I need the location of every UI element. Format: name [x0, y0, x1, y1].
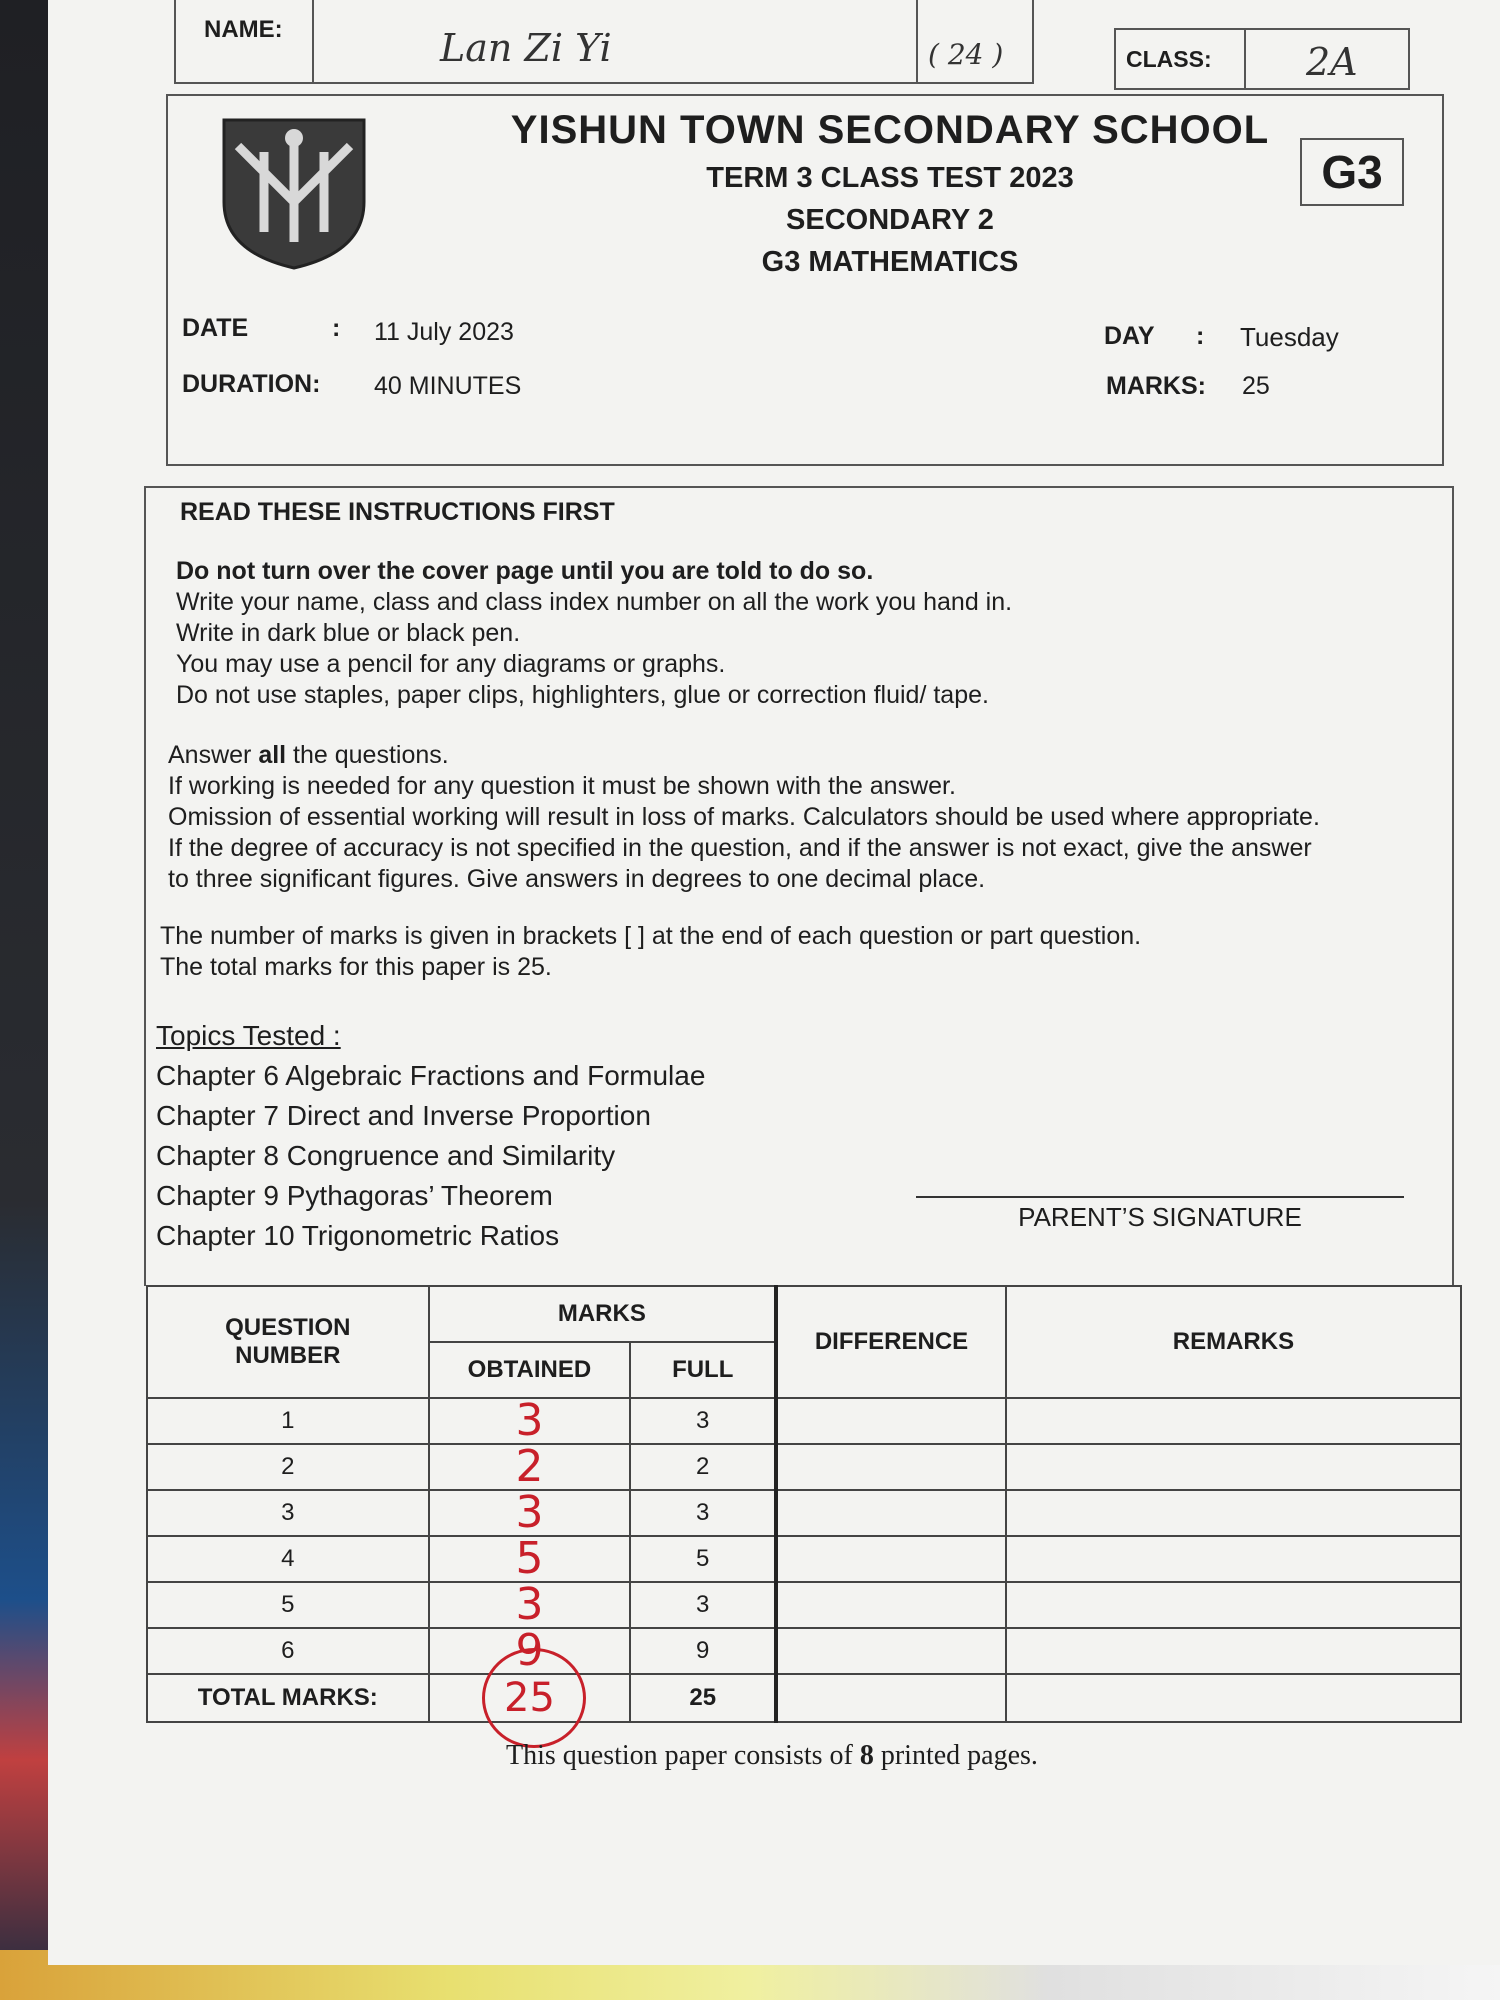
signature-label: PARENT’S SIGNATURE [1018, 1202, 1302, 1232]
instruction-line: Omission of essential working will result in loss of marks. Calculators should be used where appropriate. [168, 803, 1320, 831]
day-label: DAY [1104, 322, 1155, 350]
full-mark: 9 [630, 1628, 776, 1674]
instruction-line: If working is needed for any question it must be shown with the answer. [168, 772, 956, 800]
difference-cell [776, 1444, 1006, 1490]
stream-badge: G3 [1300, 138, 1404, 206]
difference-cell [776, 1398, 1006, 1444]
table-row [147, 1628, 1461, 1674]
header-marks: MARKS [429, 1286, 777, 1342]
table-row [147, 1490, 1461, 1536]
total-full: 25 [630, 1674, 776, 1722]
total-row [147, 1674, 1461, 1722]
full-mark: 3 [630, 1490, 776, 1536]
topic-item: Chapter 8 Congruence and Similarity [156, 1140, 616, 1171]
total-score-circle [482, 1648, 586, 1748]
signature-line [916, 1196, 1404, 1198]
school-name: YISHUN TOWN SECONDARY SCHOOL [510, 108, 1270, 152]
full-mark: 5 [630, 1536, 776, 1582]
date-value: 11 July 2023 [374, 318, 514, 346]
topic-item: Chapter 9 Pythagoras’ Theorem [156, 1180, 553, 1211]
question-number: 2 [147, 1444, 429, 1490]
question-number: 3 [147, 1490, 429, 1536]
name-label: NAME: [204, 16, 283, 43]
remarks-cell [1006, 1628, 1461, 1674]
test-title: TERM 3 CLASS TEST 2023 [706, 162, 1074, 194]
table-row [147, 1582, 1461, 1628]
topic-item: Chapter 10 Trigonometric Ratios [156, 1220, 560, 1251]
header-remarks: REMARKS [1006, 1286, 1461, 1398]
page-count-note: This question paper consists of 8 printed pages. [506, 1740, 1038, 1771]
instruction-line: Write in dark blue or black pen. [176, 619, 521, 647]
class-value: 2A [1306, 40, 1358, 84]
full-mark: 3 [630, 1582, 776, 1628]
difference-cell [776, 1628, 1006, 1674]
header-difference: DIFFERENCE [776, 1286, 1006, 1398]
instructions-heading: READ THESE INSTRUCTIONS FIRST [180, 498, 615, 526]
topics-list [156, 1016, 705, 1256]
instructions-block-1 [176, 556, 1426, 711]
obtained-mark: 3 [429, 1582, 631, 1628]
marks-value: 25 [1242, 372, 1270, 400]
remarks-cell [1006, 1490, 1461, 1536]
obtained-mark: 3 [429, 1398, 631, 1444]
level-title: SECONDARY 2 [786, 204, 994, 236]
marks-table [146, 1285, 1462, 1723]
obtained-mark: 9 [429, 1628, 631, 1674]
school-crest-icon [218, 112, 370, 270]
day-separator: : [1196, 322, 1205, 350]
full-mark: 3 [630, 1398, 776, 1444]
remarks-cell [1006, 1582, 1461, 1628]
remarks-cell [1006, 1398, 1461, 1444]
duration-label: DURATION: [182, 370, 321, 398]
instruction-line: Do not use staples, paper clips, highlighters, glue or correction fluid/ tape. [176, 681, 989, 709]
topics-heading: Topics Tested : [156, 1020, 341, 1051]
remarks-cell [1006, 1536, 1461, 1582]
class-label: CLASS: [1126, 46, 1212, 72]
difference-cell [776, 1582, 1006, 1628]
header-full: FULL [630, 1342, 776, 1398]
instructions-block-3 [160, 921, 1450, 983]
obtained-mark: 5 [429, 1536, 631, 1582]
instruction-line: The total marks for this paper is 25. [160, 953, 552, 981]
table-row [147, 1444, 1461, 1490]
duration-value: 40 MINUTES [374, 372, 522, 400]
topic-item: Chapter 6 Algebraic Fractions and Formulae [156, 1060, 706, 1091]
date-separator: : [332, 314, 341, 342]
day-value: Tuesday [1240, 322, 1339, 352]
topic-item: Chapter 7 Direct and Inverse Proportion [156, 1100, 651, 1131]
table-row [147, 1536, 1461, 1582]
subject-title: G3 MATHEMATICS [761, 246, 1019, 278]
student-name: Lan Zi Yi [440, 26, 612, 70]
remarks-cell [1006, 1674, 1461, 1722]
instruction-line: Do not turn over the cover page until you are told to do so. [176, 557, 874, 585]
question-number: 5 [147, 1582, 429, 1628]
full-mark: 2 [630, 1444, 776, 1490]
header-question-number: QUESTION NUMBER [147, 1286, 429, 1398]
difference-cell [776, 1490, 1006, 1536]
instructions-block-2 [168, 740, 1458, 895]
instruction-line: The number of marks is given in brackets [ ] at the end of each question or part question. [160, 922, 1142, 950]
table-row [147, 1398, 1461, 1444]
instruction-line: Answer all the questions. [168, 741, 449, 769]
question-number: 6 [147, 1628, 429, 1674]
marks-label: MARKS: [1106, 372, 1206, 400]
total-obtained: 25 [429, 1674, 631, 1722]
instruction-line: If the degree of accuracy is not specified in the question, and if the answer is not exact, give the answer [168, 834, 1312, 862]
difference-cell [776, 1674, 1006, 1722]
header-obtained: OBTAINED [429, 1342, 631, 1398]
question-number: 1 [147, 1398, 429, 1444]
question-number: 4 [147, 1536, 429, 1582]
remarks-cell [1006, 1444, 1461, 1490]
difference-cell [776, 1536, 1006, 1582]
instruction-line: Write your name, class and class index number on all the work you hand in. [176, 588, 1013, 616]
instruction-line: to three significant figures. Give answers in degrees to one decimal place. [168, 865, 986, 893]
obtained-mark: 2 [429, 1444, 631, 1490]
index-number: ( 24 ) [928, 38, 1004, 71]
obtained-mark: 3 [429, 1490, 631, 1536]
total-label: TOTAL MARKS: [147, 1674, 429, 1722]
date-label: DATE [182, 314, 249, 342]
instruction-line: You may use a pencil for any diagrams or graphs. [176, 650, 726, 678]
